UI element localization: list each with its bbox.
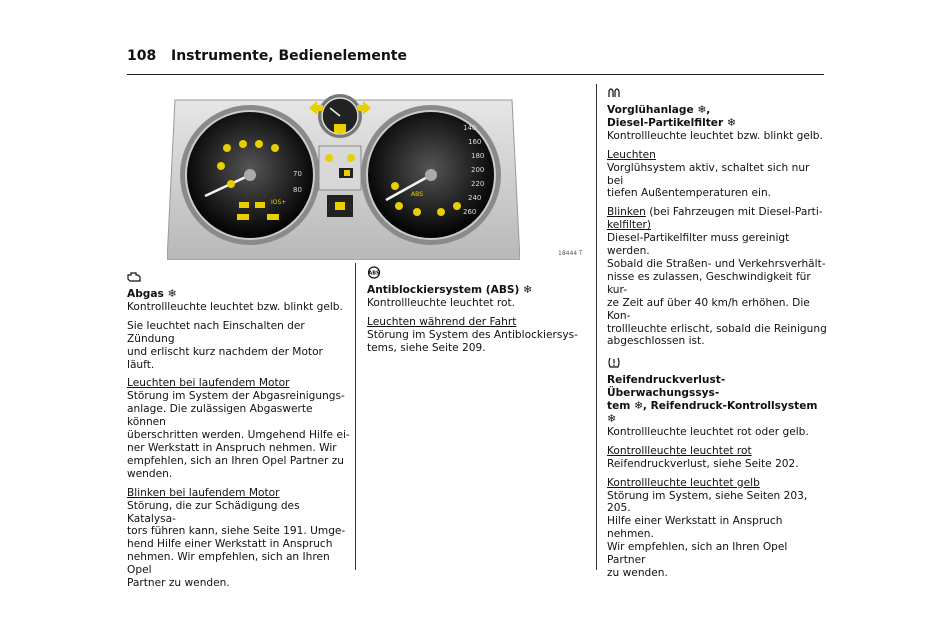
tire-sub-yellow: Kontrollleuchte leuchtet gelb: [607, 476, 760, 489]
abs-sub1: Leuchten während der Fahrt: [367, 315, 517, 328]
speedo-label: 140: [463, 124, 477, 132]
exhaust-status: Kontrollleuchte leuchtet bzw. blinkt gelb.: [127, 300, 343, 313]
abs-para1: Störung im System des Antiblockiersys- tems, siehe Seite 209.: [367, 328, 578, 354]
speedo-label: 260: [463, 208, 477, 216]
preheat-sub1: Leuchten: [607, 148, 656, 161]
exhaust-para1: Sie leuchtet nach Einschalten der Zündung und erlischt kurz nachdem der Motor läuft.: [127, 319, 323, 371]
exhaust-sub1: Leuchten bei laufendem Motor: [127, 377, 290, 390]
tacho-label: 80: [293, 186, 302, 194]
preheat-heading: Vorglühanlage ❄, Diesel-Partikelfilter ❄: [607, 104, 736, 129]
tire-status: Kontrollleuchte leuchtet rot oder gelb.: [607, 425, 809, 438]
glow-plug-icon: [607, 87, 827, 103]
column-preheat: [607, 87, 827, 586]
page-title: Instrumente, Bedienelemente: [171, 48, 407, 64]
preheat-para1: Vorglühsystem aktiv, schaltet sich nur bei tiefen Außentemperaturen ein.: [607, 161, 810, 200]
speedo-label: 220: [471, 180, 485, 188]
page-header: [127, 46, 824, 75]
exhaust-para2: Störung im System der Abgasreinigungs- anlage. Die zulässigen Abgaswerte können überschritten werden. Umgehend Hilfe ei- ner Werkstatt in Anspruch nehmen. Wir empfehlen, sich an Ihren Opel Partner zu wenden.: [127, 390, 350, 480]
abs-icon: [367, 266, 592, 283]
speedo-label: 180: [471, 152, 485, 160]
engine-icon: [127, 271, 351, 287]
column-abs: [367, 266, 592, 361]
ios-label: IOS+: [271, 199, 287, 206]
page-number: 108: [127, 48, 157, 64]
preheat-sub2: Blinken (bei Fahrzeugen mit Diesel-Parti-: [607, 206, 823, 219]
instrument-cluster-figure: [167, 88, 520, 260]
tire-para-red: Reifendruckverlust, siehe Seite 202.: [607, 457, 799, 470]
tire-para-yellow: Störung im System, siehe Seiten 203, 205. Hilfe einer Werkstatt in Anspruch nehmen. Wir empfehlen, sich an Ihren Opel Partner zu wenden.: [607, 489, 808, 579]
preheat-para2: Diesel-Partikelfilter muss gereinigt werden. Sobald die Straßen- und Verkehrsverhält- nisse es zulassen, Geschwindigkeit für kur- ze Zeit auf über 40 km/h erhöhen. Die Kon- trollleuchte erlischt, sobald die Reinigung abgeschlossen ist.: [607, 232, 827, 348]
preheat-sub2-cont: kelfilter): [607, 219, 651, 232]
exhaust-para3: Störung, die zur Schädigung des Katalysa- tors führen kann, siehe Seite 191. Umge- hend Hilfe einer Werkstatt in Anspruch nehmen. Wir empfehlen, sich an Ihren Opel Partner zu wenden.: [127, 499, 346, 590]
column-exhaust: [127, 271, 351, 596]
svg-text:ABS: ABS: [368, 270, 380, 277]
column-divider: [355, 263, 356, 570]
speedo-label: 240: [468, 194, 482, 202]
figure-code: 18444 T: [558, 250, 583, 257]
tire-heading: Reifendruckverlust-Überwachungssys- tem ❄, Reifendruck-Kontrollsystem ❄: [607, 374, 818, 426]
abs-heading: Antiblockiersystem (ABS) ❄: [367, 284, 532, 296]
speedo-label: 200: [471, 166, 485, 174]
preheat-status: Kontrollleuchte leuchtet bzw. blinkt gelb.: [607, 129, 823, 142]
abs-status: Kontrollleuchte leuchtet rot.: [367, 296, 516, 309]
abs-lamp-label: ABS: [411, 191, 423, 198]
speedo-label: 160: [468, 138, 482, 146]
column-divider: [596, 84, 597, 570]
tacho-label: 70: [293, 170, 302, 178]
exhaust-heading: Abgas ❄: [127, 288, 177, 300]
tire-sub-red: Kontrollleuchte leuchtet rot: [607, 444, 752, 457]
exhaust-sub2: Blinken bei laufendem Motor: [127, 486, 280, 499]
tire-pressure-icon: [607, 356, 827, 373]
